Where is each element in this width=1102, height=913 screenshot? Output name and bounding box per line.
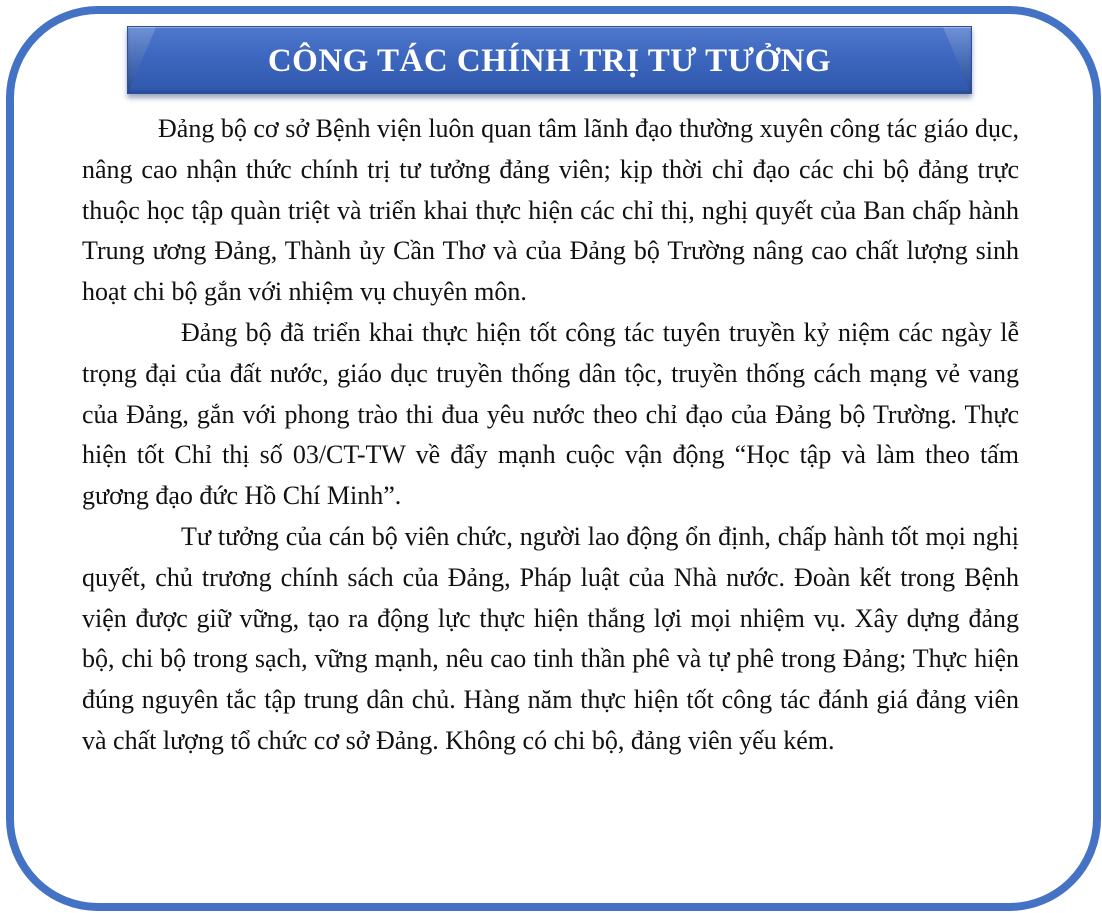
- paragraph-1: Đảng bộ cơ sở Bệnh viện luôn quan tâm lãnh đạo thường xuyên công tác giáo dục, nâng cao nhận thức chính trị tư tưởng đảng viên; kịp thời chỉ đạo các chi bộ đảng trực thuộc học tập quàn triệt và triển khai thực hiện các chỉ thị, nghị quyết của Ban chấp hành Trung ương Đảng, Thành ủy Cần Thơ và của Đảng bộ Trường nâng cao chất lượng sinh hoạt chi bộ gắn với nhiệm vụ chuyên môn.: [82, 114, 1019, 307]
- paragraph-3: Tư tưởng của cán bộ viên chức, người lao động ổn định, chấp hành tốt mọi nghị quyết, chủ trương chính sách của Đảng, Pháp luật của Nhà nước. Đoàn kết trong Bệnh viện được giữ vững, tạo ra động lực thực hiện thắng lợi mọi nhiệm vụ. Xây dựng đảng bộ, chi bộ trong sạch, vững mạnh, nêu cao tinh thần phê và tự phê trong Đảng; Thực hiện đúng nguyên tắc tập trung dân chủ. Hàng năm thực hiện tốt công tác đánh giá đảng viên và chất lượng tổ chức cơ sở Đảng. Không có chi bộ, đảng viên yếu kém.: [82, 521, 1019, 755]
- paragraph-2: Đảng bộ đã triển khai thực hiện tốt công tác tuyên truyền kỷ niệm các ngày lễ trọng đại của đất nước, giáo dục truyền thống dân tộc, truyền thống cách mạng vẻ vang của Đảng, gắn với phong trào thi đua yêu nước theo chỉ đạo của Đảng bộ Trường. Thực hiện tốt Chỉ thị số 03/CT-TW về đẩy mạnh cuộc vận động “Học tập và làm theo tấm gương đạo đức Hồ Chí Minh”.: [82, 317, 1019, 511]
- title-banner: [127, 26, 972, 94]
- page-title: CÔNG TÁC CHÍNH TRỊ TƯ TƯỞNG: [267, 42, 832, 79]
- article-body: [82, 109, 1019, 762]
